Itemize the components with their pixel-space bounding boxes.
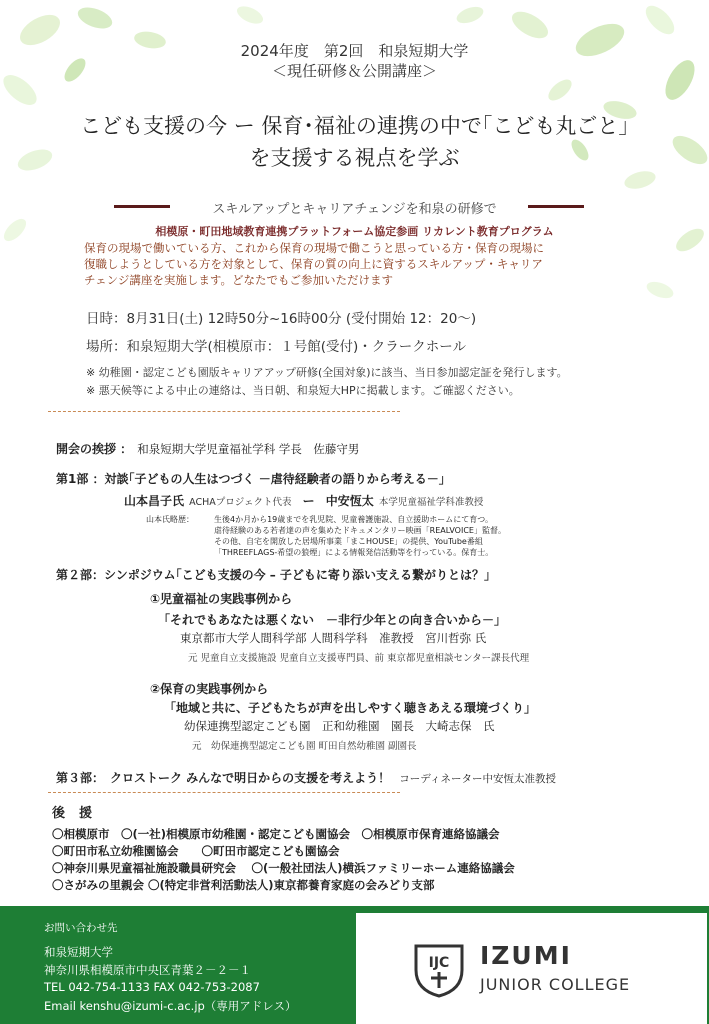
- part3: [56, 767, 556, 786]
- case2-note: 元 幼保連携型認定こども園 町田自然幼稚園 副園長: [192, 741, 417, 752]
- case1-note: 元 児童自立支援施設 児童自立支援専門員、前 東京都児童相談センター課長代理: [188, 653, 530, 664]
- program-name: 相模原・町田地域教育連携プラットフォーム協定参画 リカレント教育プログラム: [155, 225, 554, 238]
- header-subtitle: ＜現任研修＆公開講座＞: [271, 62, 437, 80]
- bio-text: [214, 514, 506, 558]
- bio-line: 虐待経験のある若者達の声を集めたドキュメンタリー映画「REALVOICE」監督。: [214, 526, 506, 535]
- bio-line: その他、自宅を開放した居場所事業「まこHOUSE」の提供、YouTube番組: [214, 537, 483, 546]
- case1-heading: ①児童福祉の実践事例から: [150, 592, 293, 606]
- note-weather: ※ 悪天候等による中止の連絡は、当日朝、和泉短大HPに掲載します。ご確認ください。: [86, 384, 520, 397]
- tagline-rule-right: [528, 205, 584, 208]
- support-line: 〇町田市私立幼稚園協会 〇町田市認定こども園協会: [52, 844, 340, 858]
- support-title: 後援: [52, 806, 107, 821]
- part2-title: 第２部：シンポジウム｢こども支援の今 – 子どもに寄り添い支える繋がりとは？｣: [56, 568, 490, 582]
- main-title-line1: こども支援の今 ー 保育･福祉の連携の中で｢こども丸ごと｣: [80, 114, 629, 138]
- event-date: 日時：8月31日(土) 12時50分~16時00分 (受付開始 12：20～): [86, 311, 477, 327]
- case1-speaker: 東京都市大学人間科学部 人間科学科 准教授 宮川哲弥 氏: [180, 631, 487, 645]
- case2-heading: ②保育の実践事例から: [150, 682, 269, 696]
- event-place: 場所：和泉短期大学(相模原市：１号館(受付)・クラークホール: [86, 339, 467, 355]
- part3-coordinator: コーディネーター中安恆太准教授: [399, 773, 556, 785]
- case2-speaker: 幼保連携型認定こども園 正和幼稚園 園長 大崎志保 氏: [184, 719, 495, 733]
- college-crest-icon: [410, 940, 468, 998]
- header-year-line: 2024年度 第2回 和泉短期大学: [240, 42, 469, 60]
- contact-org: 和泉短期大学: [44, 945, 113, 959]
- contact-email[interactable]: Email kenshu@izumi-c.ac.jp（専用アドレス）: [44, 999, 297, 1013]
- note-certificate: ※ 幼稚園・認定こども園版キャリアアップ研修(全国対象)に該当、当日参加認定証を発行します。: [86, 366, 568, 379]
- logo-text-izumi: IZUMI: [480, 941, 572, 970]
- contact-tel-fax: TEL 042-754-1133 FAX 042-753-2087: [44, 980, 260, 994]
- support-line: 〇さがみの里親会 〇(特定非営利活動法人)東京都養育家庭の会みどり支部: [52, 878, 435, 892]
- bio-line: 生後4か月から19歳までを乳児院、児童養護施設、自立援助ホームにて育つ。: [214, 515, 493, 524]
- contact-address: 神奈川県相模原市中央区青葉２－２－１: [44, 963, 251, 977]
- crest-letters: IJC: [428, 955, 450, 971]
- intro-line: チェンジ講座を実施します。どなたでもご参加いただけます: [84, 273, 393, 287]
- speaker2-role: 本学児童福祉学科准教授: [378, 497, 484, 508]
- support-line: 〇相模原市 〇(一社)相模原市幼稚園・認定こども園協会 〇相模原市保育連絡協議会: [52, 827, 500, 841]
- support-line: 〇神奈川県児童福祉施設職員研究会 〇(一般社団法人)横浜ファミリーホーム連絡協議会: [52, 861, 515, 875]
- part1-title: 第1部 ：対談｢子どもの人生はつづく －虐待経験者の語りから考える－｣: [56, 472, 445, 486]
- case1-title: ｢それでもあなたは悪くない －非行少年との向き合いから－｣: [164, 613, 501, 627]
- speaker-separator: ー: [302, 494, 315, 508]
- intro-line: 保育の現場で働いている方、これから保育の現場で働こうと思っている方・保育の現場に: [84, 241, 544, 255]
- divider-top: [48, 411, 400, 412]
- speaker1-name: 山本昌子氏: [124, 494, 185, 508]
- contact-heading: お問い合わせ先: [44, 922, 118, 934]
- opening-remarks: [56, 438, 359, 457]
- part1-speakers: [124, 490, 483, 509]
- divider-bottom: [48, 792, 400, 793]
- intro-line: 復職しようとしている方を対象として、保育の質の向上に資するスキルアップ・キャリア: [84, 257, 543, 271]
- opening-label: 開会の挨拶 ：: [56, 442, 133, 456]
- tagline: スキルアップとキャリアチェンジを和泉の研修で: [212, 202, 497, 217]
- opening-speaker: 和泉短期大学児童福祉学科 学長 佐藤守男: [137, 442, 360, 456]
- college-logo: [356, 913, 707, 1024]
- logo-text-junior-college: JUNIOR COLLEGE: [480, 975, 631, 994]
- bio-line: 「THREEFLAGS-希望の狼煙」による情報発信活動等を行っている。保育士。: [214, 548, 494, 557]
- bio-label: 山本氏略歴：: [146, 515, 194, 524]
- part3-title: 第３部： クロストーク みんなで明日からの支援を考えよう！: [56, 771, 391, 785]
- case2-title: ｢地域と共に、子どもたちが声を出しやすく聴きあえる環境づくり｣: [170, 701, 531, 715]
- speaker1-role: ACHAプロジェクト代表: [189, 497, 292, 508]
- intro-paragraph: [84, 240, 644, 288]
- speaker2-name: 中安恆太: [325, 494, 374, 508]
- main-title-line2: を支援する視点を学ぶ: [249, 146, 460, 170]
